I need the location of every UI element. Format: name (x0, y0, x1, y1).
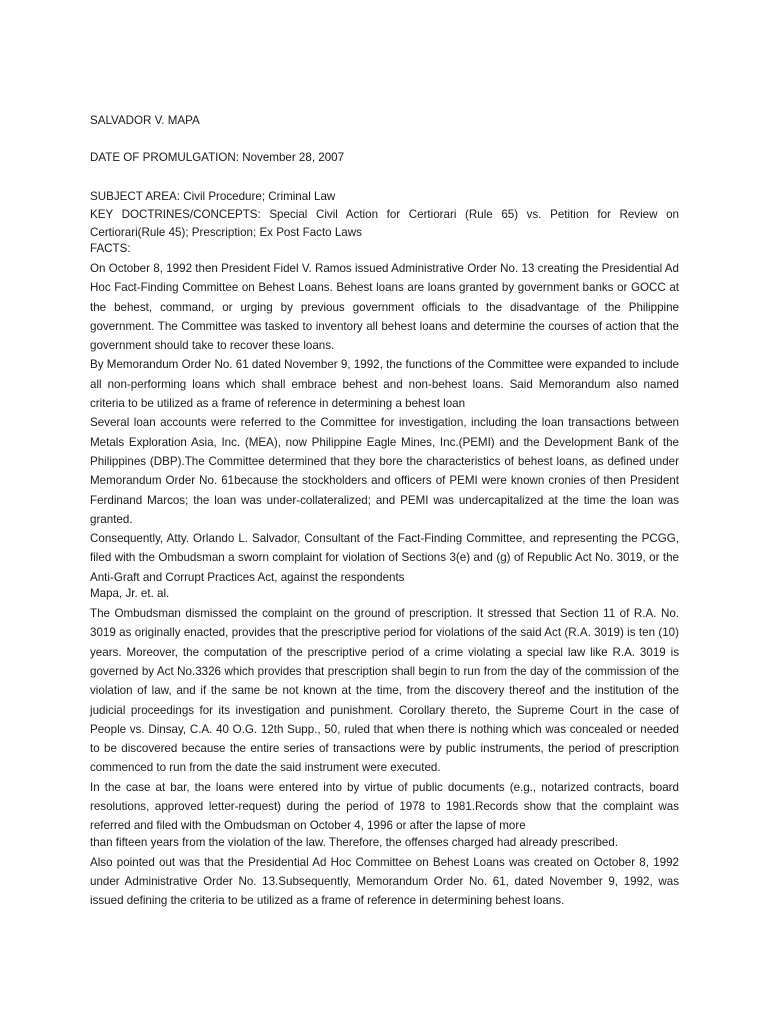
paragraph: Mapa, Jr. et. al. (90, 587, 170, 601)
paragraph: By Memorandum Order No. 61 dated November 9, 1992, the functions of the Committee were expanded to include all non-performing loans which shall embrace behest and non-behest loans. Said Memorandum also named criteria to be utilized as a frame of reference in determining a behest loan (90, 358, 679, 411)
case-title: SALVADOR V. MAPA (90, 114, 200, 127)
case-digest (90, 110, 679, 911)
paragraph: than fifteen years from the violation of the law. Therefore, the offenses charged had already prescribed. (90, 835, 619, 849)
paragraph: Several loan accounts were referred to the Committee for investigation, including the loan transactions between Metals Exploration Asia, Inc. (MEA), now Philippine Eagle Mines, Inc.(PEMI) and the Development Bank of the Philippines (DBP).The Committee determined that they bore the characteristics of behest loans, as defined under Memorandum Order No. 61because the stockholders and officers of PEMI were known cronies of then President Ferdinand Marcos; the loan was under-collateralized; and PEMI was undercapitalized at the time the loan was granted. (90, 416, 679, 526)
paragraph: The Ombudsman dismissed the complaint on the ground of prescription. It stressed that Section 11 of R.A. No. 3019 as originally enacted, provides that the prescriptive period for violations of the said Act (R.A. 3019) is ten (10) years. Moreover, the computation of the prescriptive period of a crime violating a special law like R.A. 3019 is governed by Act No.3326 which provides that prescription shall begin to run from the day of the commission of the violation of law, and if the same be not known at the time, from the discovery thereof and the institution of the judicial proceedings for its investigation and punishment. Corollary thereto, the Supreme Court in the case of People vs. Dinsay, C.A. 40 O.G. 12th Supp., 50, ruled that when there is nothing which was concealed or needed to be discovered because the entire series of transactions were by public instruments, the period of prescription commenced to run from the date the said instrument were executed. (90, 607, 679, 775)
promulgation-date: DATE OF PROMULGATION: November 28, 2007 (90, 151, 345, 164)
facts-heading: FACTS: (90, 242, 131, 255)
subject-area: SUBJECT AREA: Civil Procedure; Criminal Law (90, 190, 336, 203)
paragraph: In the case at bar, the loans were entered into by virtue of public documents (e.g., notarized contracts, board resolutions, approved letter-request) during the period of 1978 to 1981.Records show that the complaint was referred and filed with the Ombudsman on October 4, 1996 or after the lapse of more (90, 780, 679, 833)
paragraph: Consequently, Atty. Orlando L. Salvador, Consultant of the Fact-Finding Committee, and representing the PCGG, filed with the Ombudsman a sworn complaint for violation of Sections 3(e) and (g) of Republic Act No. 3019, or the Anti-Graft and Corrupt Practices Act, against the respondents (90, 532, 679, 584)
key-doctrines: KEY DOCTRINES/CONCEPTS: Special Civil Action for Certiorari (Rule 65) vs. Petition for Review on Certiorari(Rule 45); Prescription; Ex Post Facto Laws (90, 208, 679, 239)
paragraph: On October 8, 1992 then President Fidel V. Ramos issued Administrative Order No. 13 creating the Presidential Ad Hoc Fact-Finding Committee on Behest Loans. Behest loans are loans granted by government banks or GOCC at the behest, command, or urging by previous government officials to the disadvantage of the Philippine government. The Committee was tasked to inventory all behest loans and determine the courses of action that the government should take to recover these loans. (90, 262, 679, 353)
paragraph: Also pointed out was that the Presidential Ad Hoc Committee on Behest Loans was created on October 8, 1992 under Administrative Order No. 13.Subsequently, Memorandum Order No. 61, dated November 9, 1992, was issued defining the criteria to be utilized as a frame of reference in determining behest loans. (90, 855, 679, 908)
